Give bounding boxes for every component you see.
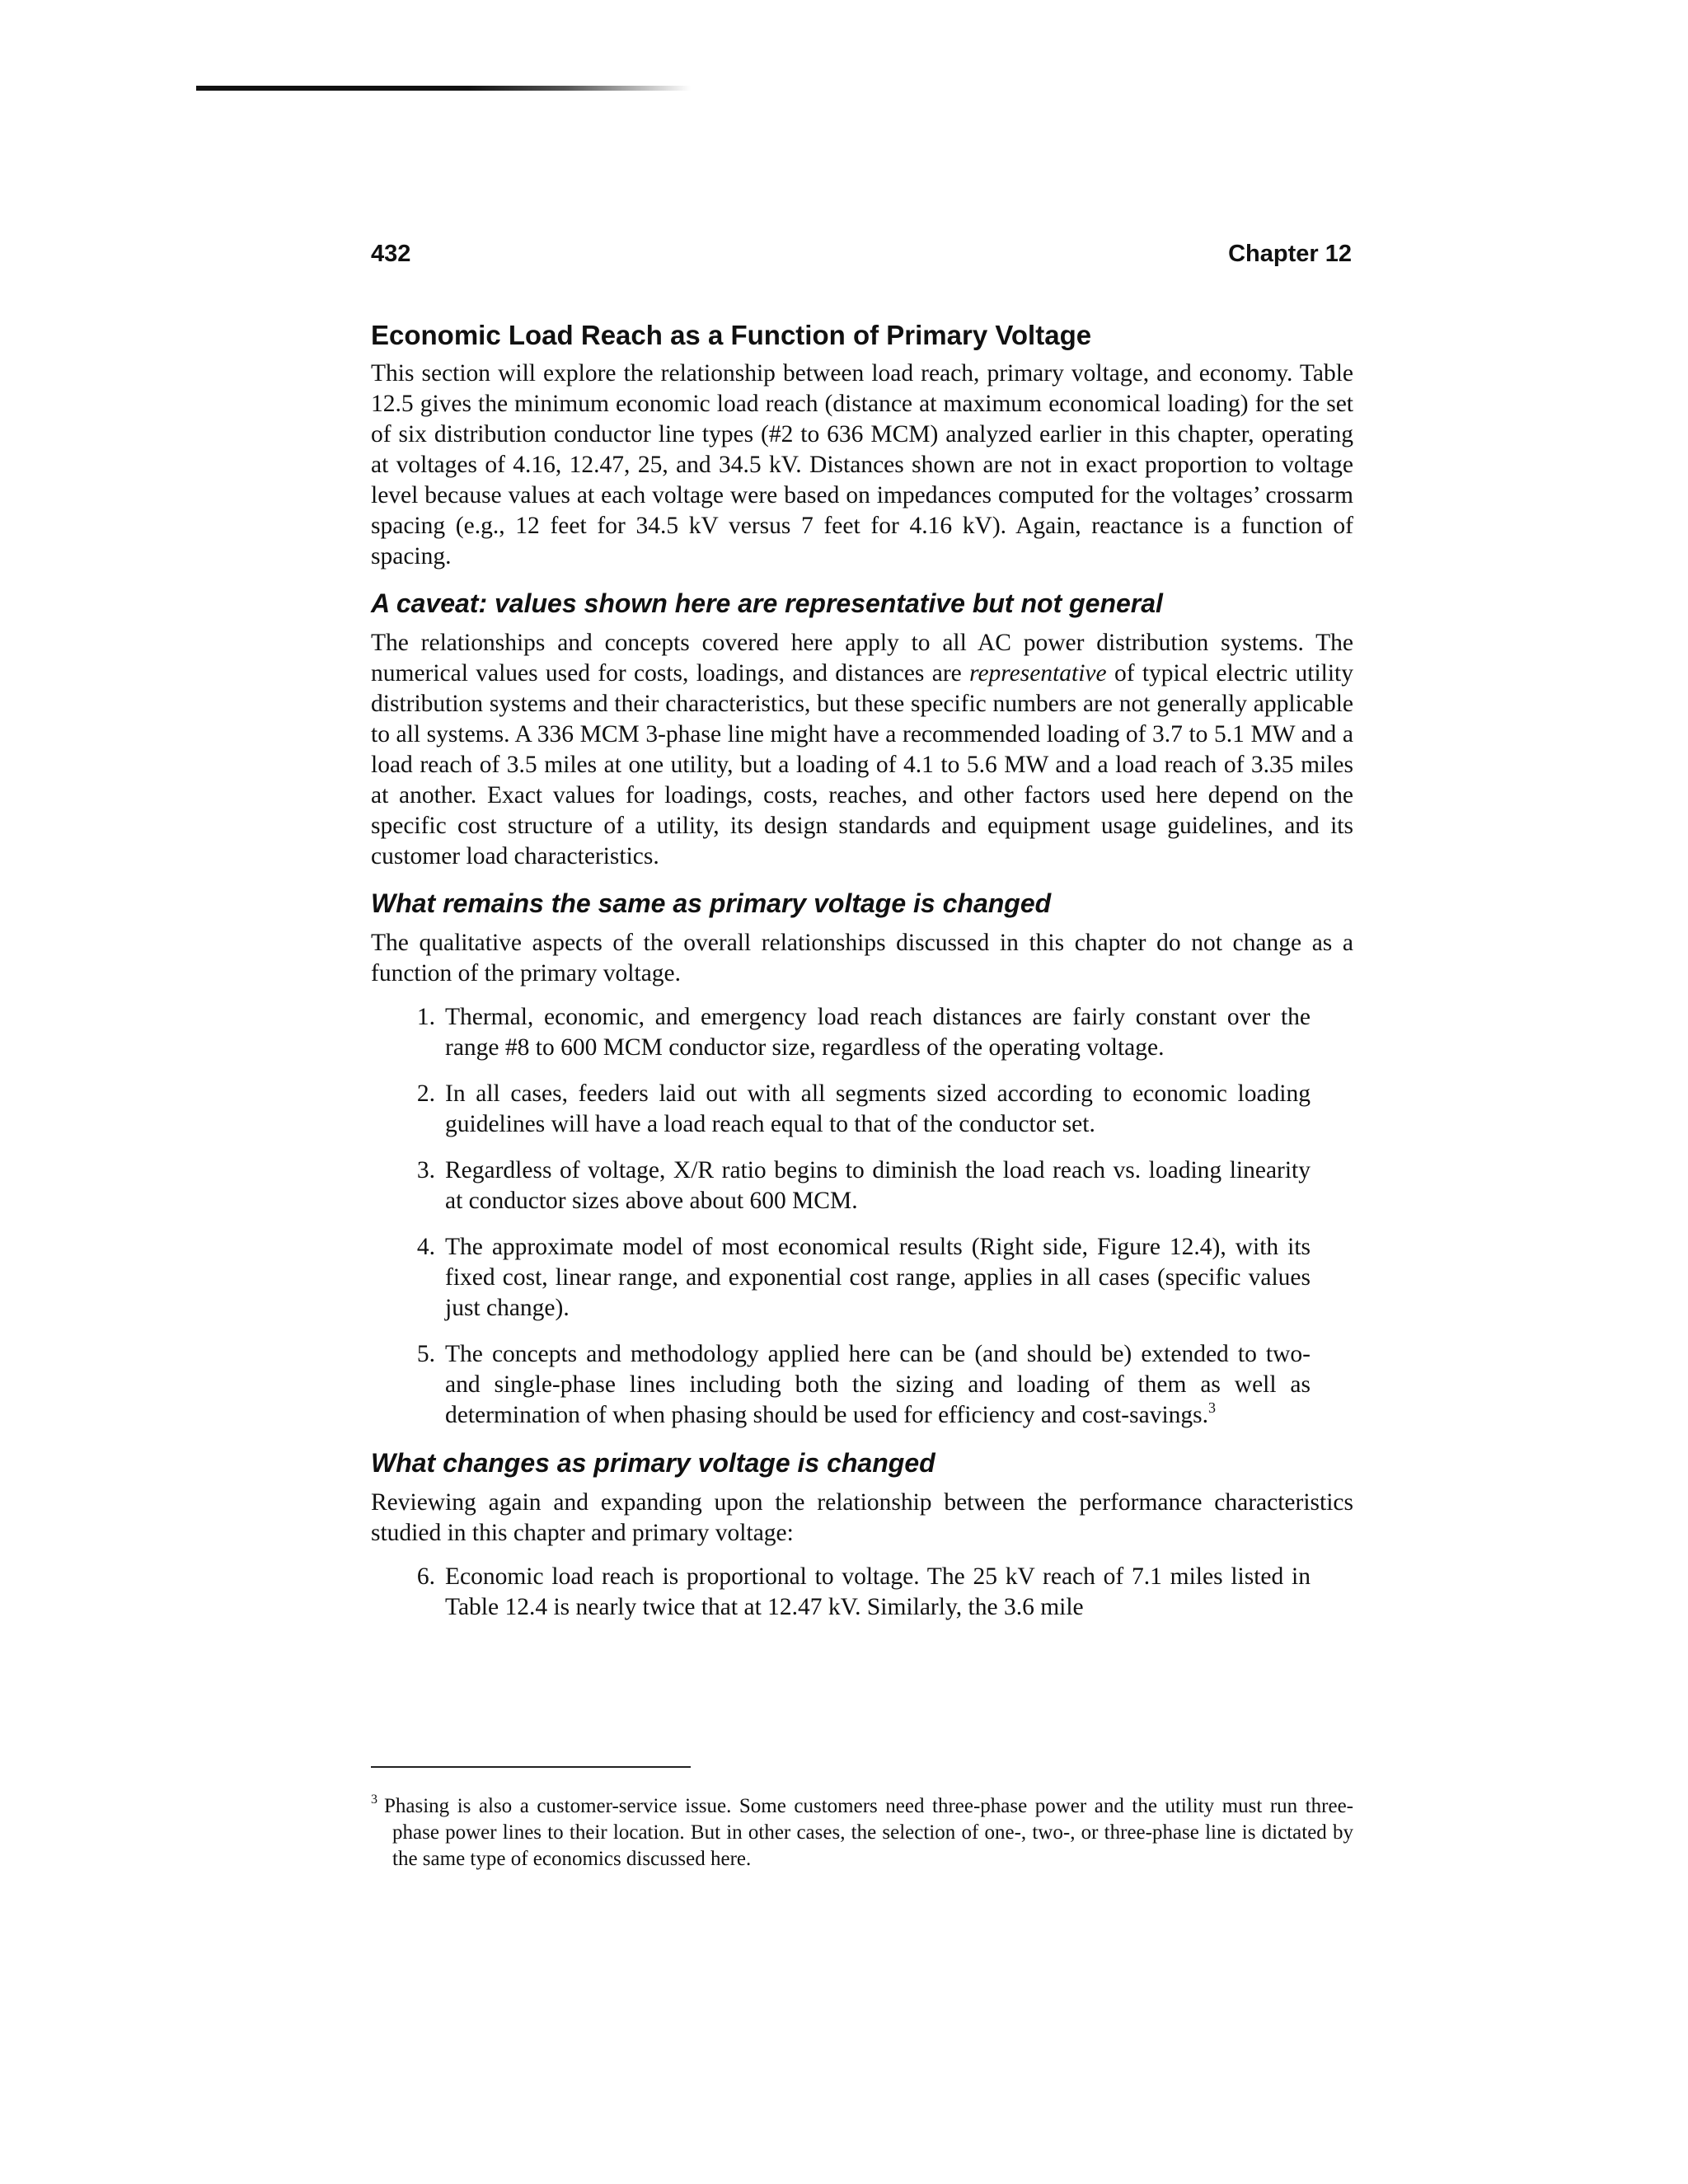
caveat-heading: A caveat: values shown here are representative but not general bbox=[371, 588, 1163, 618]
list-item bbox=[371, 1339, 1353, 1431]
footnote-divider bbox=[371, 1766, 691, 1768]
list-item-text: The approximate model of most economical results (Right side, Figure 12.4), with its fixed cost, linear range, and exponential cost range, applies in all cases (specific values just change). bbox=[445, 1234, 1311, 1321]
footnote-body bbox=[371, 1793, 1353, 1872]
list-item-text: The concepts and methodology applied here can be (and should be) extended to two- and single-phase lines including both the sizing and loading of them as well as determination of when phasing should be used for efficiency and cost-savings. bbox=[445, 1341, 1311, 1428]
changes-heading: What changes as primary voltage is changed bbox=[371, 1448, 935, 1478]
list-item bbox=[371, 1562, 1353, 1623]
same-heading: What remains the same as primary voltage is changed bbox=[371, 888, 1052, 918]
list-item-number: 2. bbox=[416, 1080, 435, 1107]
caveat-paragraph bbox=[371, 628, 1353, 872]
top-rule bbox=[196, 86, 691, 91]
same-list bbox=[371, 1002, 1353, 1431]
list-item-number: 5. bbox=[416, 1341, 435, 1367]
list-item-number: 3. bbox=[416, 1157, 435, 1183]
list-item-text: Regardless of voltage, X/R ratio begins to diminish the load reach vs. loading linearity at conductor sizes above about 600 MCM. bbox=[445, 1157, 1311, 1214]
list-item bbox=[371, 1002, 1353, 1063]
section-intro-paragraph: This section will explore the relationship between load reach, primary voltage, and economy. Table 12.5 gives the minimum economic load reach (distance at maximum economical loading) for the set of six distribution conductor line types (#2 to 636 MCM) analyzed earlier in this chapter, operating at voltages of 4.16, 12.47, 25, and 34.5 kV. Distances shown are not in exact proportion to voltage level because values at each voltage were based on impedances computed for the voltages’ crossarm spacing (e.g., 12 feet for 34.5 kV versus 7 feet for 4.16 kV). Again, reactance is a function of spacing. bbox=[371, 360, 1353, 569]
footnote-mark: 3 bbox=[371, 1793, 377, 1807]
footnote bbox=[371, 1793, 1353, 1872]
list-item-text: Thermal, economic, and emergency load reach distances are fairly constant over the range #8 to 600 MCM conductor size, regardless of the operating voltage. bbox=[445, 1004, 1311, 1061]
list-item-number: 1. bbox=[416, 1004, 435, 1030]
changes-list bbox=[371, 1562, 1353, 1623]
page-content bbox=[371, 319, 1353, 1638]
list-item-number: 4. bbox=[416, 1234, 435, 1260]
list-item-number: 6. bbox=[416, 1563, 435, 1590]
section-heading: Economic Load Reach as a Function of Primary Voltage bbox=[371, 320, 1092, 350]
list-item-text: Economic load reach is proportional to voltage. The 25 kV reach of 7.1 miles listed in Table 12.4 is nearly twice that at 12.47 kV. Similarly, the 3.6 mile bbox=[445, 1563, 1311, 1620]
caveat-text-before: The relationships and concepts covered here apply to all AC power distribution systems. The numerical values used for costs, loadings, and distances are bbox=[371, 630, 1353, 687]
list-item-text: In all cases, feeders laid out with all segments sized according to economic loading guidelines will have a load reach equal to that of the conductor set. bbox=[445, 1080, 1311, 1137]
list-item-text-with-footnote bbox=[445, 1339, 1311, 1431]
footnote-text: Phasing is also a customer-service issue. Some customers need three-phase power and the utility must run three-phase power lines to their location. But in other cases, the selection of one-, two-, or three-phase line is dictated by the same type of economics discussed here. bbox=[384, 1795, 1353, 1870]
same-intro-paragraph: The qualitative aspects of the overall relationships discussed in this chapter do not change as a function of the primary voltage. bbox=[371, 930, 1353, 987]
list-item bbox=[371, 1232, 1353, 1324]
list-item bbox=[371, 1079, 1353, 1140]
running-head bbox=[371, 239, 1352, 269]
chapter-label: Chapter 12 bbox=[1228, 241, 1352, 267]
caveat-text-after: of typical electric utility distribution systems and their characteristics, but these specific numbers are not generally applicable to all systems. A 336 MCM 3-phase line might have a recommended loading of 3.7 to 5.1 MW and a load reach of 3.5 miles at one utility, but a loading of 4.1 to 5.6 MW and a load reach of 3.35 miles at another. Exact values for loadings, costs, reaches, and other factors used here depend on the specific cost structure of a utility, its design standards and equipment usage guidelines, and its customer load characteristics. bbox=[371, 660, 1353, 869]
list-item bbox=[371, 1155, 1353, 1216]
changes-intro-paragraph: Reviewing again and expanding upon the relationship between the performance characteristics studied in this chapter and primary voltage: bbox=[371, 1489, 1353, 1546]
caveat-emphasis: representative bbox=[969, 660, 1107, 687]
footnote-reference: 3 bbox=[1208, 1399, 1217, 1416]
page-number: 432 bbox=[371, 241, 411, 267]
